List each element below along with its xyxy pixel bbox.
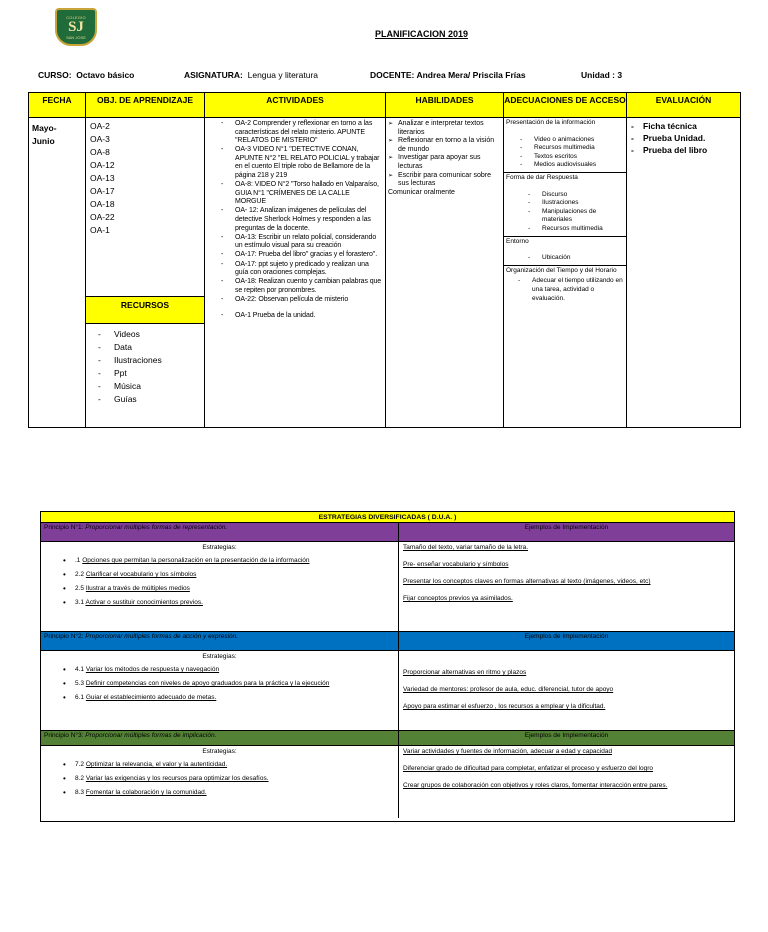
recurso-item: - Videos: [98, 328, 204, 341]
oa-item: OA-2: [90, 121, 110, 131]
recurso-item: - Ilustraciones: [98, 354, 204, 367]
ejemplos-header: Ejemplos de Implementación: [524, 524, 609, 531]
habilidad-tail: Comunicar oralmente: [388, 188, 455, 196]
oa-item: OA-1: [90, 225, 110, 235]
adecuacion-item: - Ubicación: [528, 254, 624, 263]
oa-item: OA-3: [90, 134, 110, 144]
estrategia-item: • 6.1 Guiar el establecimiento adecuado de metas.: [63, 694, 394, 701]
adecuacion-title: Entorno: [506, 237, 529, 245]
actividad-item: - OA- 12: Analizan imágenes de películas del detective Sherlock Holmes y responden a las preguntas de la docente.: [211, 207, 382, 233]
ejemplo-item: Fijar conceptos previos ya asimilados.: [403, 595, 513, 602]
docente-info: [370, 70, 526, 80]
recursos-header: RECURSOS: [86, 296, 204, 324]
header-habilidades: HABILIDADES: [386, 93, 504, 118]
recurso-item: - Guías: [98, 393, 204, 406]
dua-title: ESTRATEGIAS DIVERSIFICADAS ( D.U.A. ): [41, 512, 734, 523]
adecuacion-list: [506, 191, 624, 234]
habilidad-item: ➢ Escribir para comunicar sobre sus lecturas: [388, 172, 500, 189]
adecuacion-title: Forma de dar Respuesta: [506, 173, 578, 181]
asignatura-label: ASIGNATURA:: [184, 70, 243, 80]
principle-1-header: [41, 523, 734, 542]
oa-item: OA-22: [90, 212, 115, 222]
recursos-list: [86, 328, 204, 406]
adecuacion-item: - Textos escritos: [520, 153, 624, 162]
ejemplo-item: Crear grupos de colaboración con objetivos y roles claros, fomentar interacción entre pares.: [403, 782, 668, 789]
principle-label: Principio N°3:: [44, 732, 84, 739]
ejemplos-header: Ejemplos de Implementación: [524, 732, 609, 739]
estrategia-item: • .1 Opciones que permitan la personalización en la presentación de la información: [63, 557, 394, 564]
actividades-cell: [205, 118, 386, 428]
principle-1-body: [41, 542, 734, 632]
ejemplo-item: Diferenciar grado de dificultad para completar, enfatizar el proceso y esfuerzo del logro: [403, 765, 654, 772]
adecuacion-item: - Manipulaciones de materiales: [528, 208, 624, 225]
curso-label: CURSO:: [38, 70, 72, 80]
evaluacion-list: [627, 118, 740, 158]
ejemplos-list: [403, 669, 730, 710]
estrategias-list: [45, 761, 394, 796]
estrategia-item: • 8.2 Variar las exigencias y los recursos para optimizar los desafíos.: [63, 775, 394, 782]
adecuacion-item: - Adecuar el tiempo utilizando en una tarea, actividad o evaluación.: [518, 277, 624, 303]
adecuaciones-cell: [504, 118, 627, 428]
fecha-line: Mayo-: [32, 123, 57, 133]
ejemplo-item: Presentar los conceptos claves en formas alternativas al texto (imágenes, videos, etc): [403, 578, 651, 585]
header-adecuaciones: ADECUACIONES DE ACCESO: [504, 93, 627, 118]
habilidades-cell: [386, 118, 504, 428]
evaluacion-cell: [627, 118, 741, 428]
header-evaluacion: EVALUACIÓN: [627, 93, 741, 118]
adecuacion-item: - Video o animaciones: [520, 136, 624, 145]
oa-item: OA-18: [90, 199, 115, 209]
adecuacion-list: [506, 254, 624, 263]
unidad-label: Unidad :: [581, 70, 615, 80]
actividades-list: [205, 118, 385, 321]
actividad-item: - OA-1 Prueba de la unidad.: [211, 312, 382, 321]
oa-item: OA-17: [90, 186, 115, 196]
oa-item: OA-12: [90, 160, 115, 170]
habilidad-item: ➢ Reflexionar en torno a la visión de mundo: [388, 137, 500, 154]
adecuacion-title: Organización del Tiempo y del Horario: [506, 266, 617, 274]
estrategia-item: • 2.2 Clarificar el vocabulario y los símbolos: [63, 571, 394, 578]
oa-item: OA-8: [90, 147, 110, 157]
ejemplo-item: Proporcionar alternativas en ritmo y plazos: [403, 669, 527, 676]
header-obj: OBJ. DE APRENDIZAJE: [86, 93, 205, 118]
habilidad-item: ➢ Analizar e interpretar textos literarios: [388, 120, 500, 137]
estrategia-item: • 2.5 Ilustrar a través de múltiples medios: [63, 585, 394, 592]
principle-label: Principio N°1:: [44, 524, 84, 531]
principle-2-body: [41, 651, 734, 731]
actividad-item: - OA-3 VIDEO N°1 "DETECTIVE CONAN, APUNTE N°2 "EL RELATO POLICIAL y trabajar en el cuento El triple robo de Bellamore de la página 218 y 219: [211, 146, 382, 180]
habilidades-list: [386, 118, 503, 189]
adecuacion-item: - Recursos multimedia: [528, 225, 624, 234]
adecuacion-section: [504, 118, 626, 173]
principle-desc: Proporcionar múltiples formas de implicación.: [85, 732, 217, 739]
oa-item: OA-13: [90, 173, 115, 183]
actividad-item: - OA-18: Realizan cuento y cambian palabras que se repiten por pronombres.: [211, 278, 382, 295]
adecuacion-title: Presentación de la información: [506, 119, 596, 126]
principle-desc: Proporcionar múltiples formas de representación.: [85, 524, 228, 531]
actividad-item: - OA-22: Observan película de misterio: [211, 296, 382, 305]
principle-label: Principio N°2:: [44, 633, 84, 640]
curso-info: [38, 70, 134, 80]
recurso-item: - Ppt: [98, 367, 204, 380]
unidad-info: [581, 70, 622, 80]
ejemplo-item: Tamaño del texto, variar tamaño de la letra.: [403, 544, 529, 551]
actividad-item: - OA-17: Prueba del libro" gracias y el forastero".: [211, 251, 382, 260]
unidad-value: 3: [617, 70, 623, 80]
actividad-item: - OA-17: ppt sujeto y predicado y realizan una guía con oraciones complejas.: [211, 261, 382, 278]
adecuacion-item: - Ilustraciones: [528, 199, 624, 208]
estrategia-item: • 7.2 Optimizar la relevancia, el valor y la autenticidad.: [63, 761, 394, 768]
principle-desc: Proporcionar múltiples formas de acción y expresión.: [85, 633, 239, 640]
fecha-line: Junio: [32, 136, 55, 146]
principle-3-header: [41, 731, 734, 746]
logo-monogram: SJ: [68, 18, 84, 35]
ejemplo-item: Apoyo para estimar el esfuerzo , los recursos a emplear y la dificultad.: [403, 703, 606, 710]
docente-label: DOCENTE:: [370, 70, 415, 80]
estrategias-title: Estrategias:: [202, 544, 237, 551]
adecuacion-item: - Recursos multimedia: [520, 144, 624, 153]
planning-table: [28, 92, 741, 428]
adecuacion-list: [506, 277, 624, 303]
page-title: PLANIFICACION 2019: [375, 29, 469, 39]
planning-header-row: [29, 93, 741, 118]
ejemplos-header: Ejemplos de Implementación: [524, 633, 609, 640]
adecuacion-section: [504, 173, 626, 237]
logo-motto: SAN JOSE: [66, 34, 86, 40]
evaluacion-item: - Ficha técnica: [631, 120, 736, 132]
adecuacion-section: [504, 237, 626, 266]
ejemplo-item: Pre- enseñar vocabulario y símbolos: [403, 561, 509, 568]
estrategias-title: Estrategias:: [202, 748, 237, 755]
planning-body-row: [29, 118, 741, 428]
estrategia-item: • 4.1 Variar los métodos de respuesta y navegación: [63, 666, 394, 673]
curso-value: Octavo básico: [76, 70, 135, 80]
evaluacion-item: - Prueba Unidad.: [631, 132, 736, 144]
school-logo: [55, 8, 97, 46]
actividad-item: - OA-13: Escribir un relato policial, considerando un estímulo visual para su creación: [211, 234, 382, 251]
ejemplo-item: Variar actividades y fuentes de información, adecuar a edad y capacidad: [403, 748, 613, 755]
estrategia-item: • 5.3 Definir competencias con niveles de apoyo graduados para la práctica y la ejecución: [63, 680, 394, 687]
oa-list: [86, 118, 204, 239]
adecuacion-list: [506, 136, 624, 170]
evaluacion-item: - Prueba del libro: [631, 144, 736, 156]
estrategia-item: • 8.3 Fomentar la colaboración y la comunidad.: [63, 789, 394, 796]
ejemplo-item: Variedad de mentores: profesor de aula, educ. diferencial, tutor de apoyo: [403, 686, 614, 693]
logo-school-text: COLEGIO: [66, 14, 86, 20]
actividad-item: - OA-2 Comprender y reflexionar en torno a las características del relato misterio. APUNTE "RELATOS DE MISTERIO": [211, 120, 382, 146]
ejemplos-list: [403, 544, 730, 602]
objetivos-cell: [86, 118, 205, 428]
estrategias-list: [45, 666, 394, 701]
adecuacion-item: - Discurso: [528, 191, 624, 200]
ejemplos-list: [403, 748, 730, 789]
estrategias-title: Estrategias:: [202, 653, 237, 660]
estrategia-item: • 3.1 Activar o sustituir conocimientos previos.: [63, 599, 394, 606]
asignatura-value: Lengua y literatura: [247, 70, 319, 80]
estrategias-list: [45, 557, 394, 606]
header-actividades: ACTIVIDADES: [205, 93, 386, 118]
fecha-cell: [29, 118, 86, 428]
habilidad-item: ➢ Investigar para apoyar sus lecturas: [388, 154, 500, 171]
recurso-item: - Música: [98, 380, 204, 393]
principle-3-body: [41, 746, 734, 818]
recurso-item: - Data: [98, 341, 204, 354]
actividad-item: - OA-8: VIDEO N°2 "Torso hallado en Valparaíso, GUIA N°1 "CRÍMENES DE LA CALLE MORGUE: [211, 181, 382, 207]
dua-table: [40, 511, 735, 822]
docente-value: Andrea Mera/ Priscila Frías: [416, 70, 526, 80]
adecuacion-item: - Medios audiovisuales: [520, 161, 624, 170]
adecuacion-section: [504, 266, 626, 305]
principle-2-header: [41, 632, 734, 651]
header-fecha: FECHA: [29, 93, 86, 118]
asignatura-info: [184, 70, 318, 80]
